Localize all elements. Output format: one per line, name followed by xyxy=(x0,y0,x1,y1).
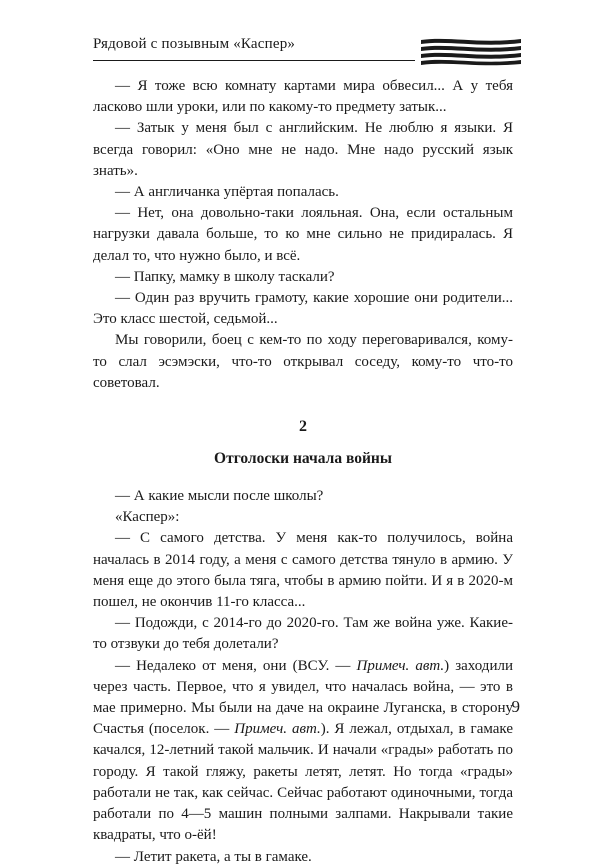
paragraph: — Летит ракета, а ты в гамаке. xyxy=(115,848,312,865)
paragraph-text: — Недалеко от меня, они (ВСУ. — xyxy=(115,657,357,674)
paragraph-text: ) заходили через часть. Первое, что я увидел, что началась война, — это в мае примерно. Мы были на даче на окраине Луганска, в сторону Счастья (поселок. — xyxy=(93,657,513,738)
author-note: Примеч. авт. xyxy=(234,721,321,738)
paragraph-text: ). Я лежал, отдыхал, в гамаке качался, 12-летний такой мальчик. И начали «грады» работать по городу. Я такой гляжу, ракеты летят, летят. Но тогда «грады» работали не так, как сейчас. Сейчас работают одиночными, тогда работали по 4—5 машин полными залпами. Накрывали такие квадраты, что о-ёй! xyxy=(93,721,513,844)
page-number: 9 xyxy=(511,697,520,716)
paragraph: — Затык у меня был с английским. Не люблю я языки. Я всегда говорил: «Оно мне не надо. Мне надо русский язык знать». xyxy=(93,120,513,179)
paragraph: — Подожди, с 2014-го до 2020-го. Там же война уже. Какие-то отзвуки до тебя долетали? xyxy=(93,615,513,653)
page-body xyxy=(93,76,513,868)
paragraph: — Папку, мамку в школу таскали? xyxy=(115,268,335,285)
paragraph: — Я тоже всю комнату картами мира обвесил... А у тебя ласково шли уроки, или по какому-то предмету затык... xyxy=(93,78,513,116)
chapter-number: 2 xyxy=(299,418,307,436)
paragraph: — Один раз вручить грамоту, какие хорошие они родители... Это класс шестой, седьмой... xyxy=(93,290,513,328)
st-george-ribbon-icon xyxy=(419,36,523,68)
paragraph: Мы говорили, боец с кем-то по ходу переговаривался, кому-то слал эсэмэски, что-то открывал соседу, кому-то что-то советовал. xyxy=(93,332,513,391)
author-note: Примеч. авт. xyxy=(356,657,445,674)
chapter-title: Отголоски начала войны xyxy=(214,450,392,468)
paragraph: — А какие мысли после школы? xyxy=(115,488,324,505)
paragraph: «Каспер»: xyxy=(115,509,180,526)
running-head-title: Рядовой с позывным «Каспер» xyxy=(93,36,296,52)
paragraph: — Нет, она довольно-таки лояльная. Она, если остальным нагрузки давала больше, то ко мне сильно не придиралась. Я делал то, что нужно было, и всё. xyxy=(93,205,513,264)
header-rule xyxy=(93,60,415,61)
paragraph: — С самого детства. У меня как-то получилось, война началась в 2014 году, а меня с самого детства тянуло в армию. У меня еще до этого была тяга, чтобы в армию пойти. И я в 2020-м пошел, не окончив 11-го класса... xyxy=(93,530,513,611)
paragraph xyxy=(93,656,513,847)
paragraph: — А англичанка упёртая попалась. xyxy=(115,184,339,201)
running-header xyxy=(93,36,523,68)
